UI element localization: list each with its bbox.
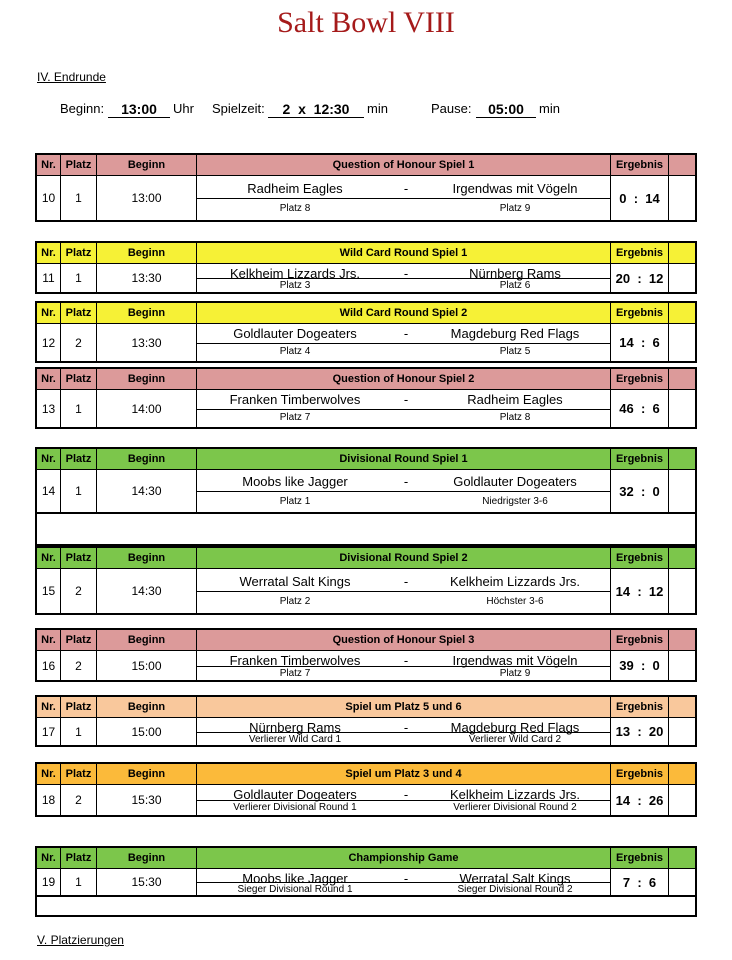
game-row [37, 651, 695, 680]
away-team: Kelkheim Lizzards Jrs. [449, 787, 581, 802]
game-beginn: 14:30 [97, 470, 197, 512]
game-header-row [37, 848, 695, 869]
game-result: 46 : 6 [611, 390, 669, 427]
game-nr: 18 [37, 785, 61, 815]
game-name: Question of Honour Spiel 2 [197, 369, 611, 389]
vs-dash: - [403, 653, 409, 668]
game-platz: 1 [61, 869, 97, 895]
game-nr: 19 [37, 869, 61, 895]
spacer-row [35, 895, 697, 917]
pause-label: Pause: [431, 101, 472, 116]
row-end [669, 569, 695, 613]
start-label: Beginn: [60, 101, 105, 116]
home-seed: Platz 4 [279, 346, 311, 357]
score-home: 14 [615, 792, 631, 808]
score-away: 20 [648, 724, 664, 739]
game-beginn: 15:00 [97, 718, 197, 745]
game-block [35, 546, 697, 615]
game-beginn: 14:30 [97, 569, 197, 613]
game-header-row [37, 449, 695, 470]
row-end [669, 324, 695, 361]
away-team: Magdeburg Red Flags [450, 720, 580, 735]
home-team: Goldlauter Dogeaters [233, 787, 357, 802]
away-team: Werratal Salt Kings [459, 871, 571, 886]
matchup [197, 176, 611, 220]
game-beginn: 14:00 [97, 390, 197, 427]
away-seed: Höchster 3-6 [486, 596, 544, 607]
game-header-row [37, 548, 695, 569]
away-team: Irgendwas mit Vögeln [452, 181, 578, 196]
score-home: 39 [619, 658, 634, 673]
game-block [35, 628, 697, 682]
game-name: Spiel um Platz 3 und 4 [197, 764, 611, 784]
vs-dash: - [403, 720, 409, 735]
home-seed: Platz 2 [279, 596, 311, 607]
game-platz: 1 [61, 718, 97, 745]
away-seed: Verlierer Divisional Round 2 [453, 802, 577, 813]
home-team: Werratal Salt Kings [239, 574, 351, 589]
header-nr: Nr. [37, 243, 61, 263]
header-platz: Platz [61, 630, 97, 650]
pause-value: 05:00 [476, 101, 536, 118]
score-away: 0 [652, 658, 660, 673]
header-platz: Platz [61, 155, 97, 175]
home-team: Goldlauter Dogeaters [233, 326, 357, 341]
score-away: 14 [645, 190, 660, 206]
away-team: Radheim Eagles [467, 392, 563, 407]
home-team: Franken Timberwolves [229, 392, 361, 407]
header-nr: Nr. [37, 764, 61, 784]
away-seed: Verlierer Wild Card 2 [468, 734, 562, 745]
matchup [197, 569, 611, 613]
header-nr: Nr. [37, 548, 61, 568]
game-name: Divisional Round Spiel 2 [197, 548, 611, 568]
vs-dash: - [403, 787, 409, 802]
home-team: Kelkheim Lizzards Jrs. [229, 266, 361, 281]
game-block [35, 846, 697, 897]
header-beginn: Beginn [97, 764, 197, 784]
game-name: Wild Card Round Spiel 1 [197, 243, 611, 263]
page-title: Salt Bowl VIII [277, 6, 455, 39]
game-header-row [37, 243, 695, 264]
game-header-row [37, 764, 695, 785]
divider [197, 732, 610, 733]
game-nr: 14 [37, 470, 61, 512]
vs-dash: - [403, 266, 409, 281]
header-platz: Platz [61, 243, 97, 263]
game-row [37, 569, 695, 613]
header-nr: Nr. [37, 449, 61, 469]
game-beginn: 13:00 [97, 176, 197, 220]
score-home: 7 [622, 874, 631, 890]
vs-dash: - [403, 326, 409, 341]
header-nr: Nr. [37, 697, 61, 717]
away-seed: Sieger Divisional Round 2 [457, 884, 573, 895]
header-beginn: Beginn [97, 303, 197, 323]
matchup [197, 869, 611, 895]
game-block [35, 301, 697, 363]
score-home: 14 [615, 583, 631, 599]
header-end [669, 243, 695, 263]
game-name: Spiel um Platz 5 und 6 [197, 697, 611, 717]
score-home: 0 [619, 190, 627, 206]
divider [197, 343, 610, 344]
game-nr: 12 [37, 324, 61, 361]
divider [197, 278, 610, 279]
game-nr: 13 [37, 390, 61, 427]
score-home: 13 [615, 724, 631, 739]
game-platz: 2 [61, 651, 97, 680]
game-block [35, 153, 697, 222]
score-away: 12 [648, 583, 664, 599]
game-row [37, 718, 695, 745]
game-result: 14 : 12 [611, 569, 669, 613]
score-home: 32 [619, 483, 634, 499]
game-platz: 1 [61, 176, 97, 220]
game-result: 14 : 26 [611, 785, 669, 815]
game-result: 14 : 6 [611, 324, 669, 361]
header-beginn: Beginn [97, 697, 197, 717]
game-result: 39 : 0 [611, 651, 669, 680]
game-platz: 1 [61, 390, 97, 427]
header-end [669, 155, 695, 175]
game-name: Championship Game [197, 848, 611, 868]
game-block [35, 762, 697, 817]
header-beginn: Beginn [97, 155, 197, 175]
game-header-row [37, 697, 695, 718]
home-team: Moobs like Jagger [242, 871, 348, 886]
header-ergebnis: Ergebnis [611, 449, 669, 469]
game-block [35, 695, 697, 747]
home-seed: Platz 7 [279, 668, 311, 679]
header-nr: Nr. [37, 155, 61, 175]
row-end [669, 718, 695, 745]
game-nr: 16 [37, 651, 61, 680]
game-result: 13 : 20 [611, 718, 669, 745]
header-ergebnis: Ergebnis [611, 303, 669, 323]
game-block [35, 447, 697, 514]
header-end [669, 303, 695, 323]
game-nr: 11 [37, 264, 61, 292]
section-heading-endrunde: IV. Endrunde [37, 70, 106, 84]
home-seed: Sieger Divisional Round 1 [237, 884, 353, 895]
game-block [35, 367, 697, 429]
header-beginn: Beginn [97, 630, 197, 650]
game-nr: 10 [37, 176, 61, 220]
game-header-row [37, 369, 695, 390]
game-header-row [37, 630, 695, 651]
spacer-row [35, 512, 697, 546]
home-seed: Platz 7 [279, 412, 311, 423]
away-seed: Platz 8 [499, 412, 531, 423]
divider [197, 800, 610, 801]
game-beginn: 13:30 [97, 264, 197, 292]
score-home: 46 [619, 401, 634, 416]
game-result: 20 : 12 [611, 264, 669, 292]
row-end [669, 785, 695, 815]
header-end [669, 548, 695, 568]
game-beginn: 15:30 [97, 785, 197, 815]
game-header-row [37, 155, 695, 176]
vs-dash: - [403, 181, 409, 196]
game-nr: 15 [37, 569, 61, 613]
header-beginn: Beginn [97, 449, 197, 469]
divider [197, 491, 610, 492]
away-team: Goldlauter Dogeaters [453, 474, 577, 489]
header-nr: Nr. [37, 369, 61, 389]
home-seed: Verlierer Divisional Round 1 [233, 802, 357, 813]
header-ergebnis: Ergebnis [611, 155, 669, 175]
header-ergebnis: Ergebnis [611, 630, 669, 650]
divider [197, 666, 610, 667]
matchup [197, 324, 611, 361]
matchup [197, 718, 611, 745]
home-seed: Platz 1 [279, 496, 311, 507]
game-row [37, 264, 695, 292]
start-unit: Uhr [173, 101, 194, 116]
header-nr: Nr. [37, 630, 61, 650]
header-end [669, 764, 695, 784]
header-beginn: Beginn [97, 369, 197, 389]
home-team: Franken Timberwolves [229, 653, 361, 668]
game-result: 32 : 0 [611, 470, 669, 512]
header-ergebnis: Ergebnis [611, 764, 669, 784]
header-platz: Platz [61, 548, 97, 568]
row-end [669, 869, 695, 895]
game-beginn: 15:00 [97, 651, 197, 680]
away-seed: Platz 9 [499, 668, 531, 679]
game-platz: 1 [61, 264, 97, 292]
vs-dash: - [403, 474, 409, 489]
divider [197, 409, 610, 410]
matchup [197, 390, 611, 427]
game-beginn: 13:30 [97, 324, 197, 361]
playtime-label: Spielzeit: [212, 101, 265, 116]
row-end [669, 470, 695, 512]
header-platz: Platz [61, 764, 97, 784]
header-beginn: Beginn [97, 548, 197, 568]
divider [197, 591, 610, 592]
matchup [197, 651, 611, 680]
away-team: Magdeburg Red Flags [450, 326, 580, 341]
header-nr: Nr. [37, 848, 61, 868]
header-nr: Nr. [37, 303, 61, 323]
game-row [37, 324, 695, 361]
pause-unit: min [539, 101, 560, 116]
playtime-unit: min [367, 101, 388, 116]
section-heading-platzierungen: V. Platzierungen [37, 933, 124, 947]
away-seed: Platz 9 [499, 203, 531, 214]
vs-dash: - [403, 574, 409, 589]
game-platz: 2 [61, 785, 97, 815]
header-platz: Platz [61, 697, 97, 717]
home-team: Moobs like Jagger [242, 474, 348, 489]
home-team: Radheim Eagles [247, 181, 343, 196]
away-team: Irgendwas mit Vögeln [452, 653, 578, 668]
header-ergebnis: Ergebnis [611, 548, 669, 568]
game-row [37, 470, 695, 512]
game-header-row [37, 303, 695, 324]
row-end [669, 651, 695, 680]
home-seed: Platz 8 [279, 203, 311, 214]
header-ergebnis: Ergebnis [611, 697, 669, 717]
score-away: 6 [652, 335, 660, 350]
game-name: Divisional Round Spiel 1 [197, 449, 611, 469]
score-away: 26 [648, 792, 664, 808]
score-away: 12 [648, 270, 664, 286]
game-row [37, 785, 695, 815]
vs-dash: - [403, 871, 409, 886]
header-beginn: Beginn [97, 848, 197, 868]
header-platz: Platz [61, 449, 97, 469]
home-seed: Platz 3 [279, 280, 311, 291]
home-team: Nürnberg Rams [249, 720, 341, 735]
vs-dash: - [403, 392, 409, 407]
game-beginn: 15:30 [97, 869, 197, 895]
away-seed: Niedrigster 3-6 [482, 496, 548, 507]
header-ergebnis: Ergebnis [611, 848, 669, 868]
score-home: 14 [619, 335, 634, 350]
game-name: Wild Card Round Spiel 2 [197, 303, 611, 323]
divider [197, 198, 610, 199]
game-name: Question of Honour Spiel 1 [197, 155, 611, 175]
away-seed: Platz 5 [499, 346, 531, 357]
score-away: 0 [652, 483, 660, 499]
header-ergebnis: Ergebnis [611, 369, 669, 389]
matchup [197, 264, 611, 292]
header-beginn: Beginn [97, 243, 197, 263]
game-block [35, 241, 697, 294]
matchup [197, 785, 611, 815]
game-platz: 1 [61, 470, 97, 512]
game-name: Question of Honour Spiel 3 [197, 630, 611, 650]
game-result: 0 : 14 [611, 176, 669, 220]
divider [197, 882, 610, 883]
header-platz: Platz [61, 848, 97, 868]
matchup [197, 470, 611, 512]
row-end [669, 264, 695, 292]
game-platz: 2 [61, 324, 97, 361]
score-home: 20 [615, 270, 631, 286]
score-away: 6 [648, 874, 657, 890]
header-end [669, 369, 695, 389]
start-value: 13:00 [108, 101, 170, 118]
score-away: 6 [652, 401, 660, 416]
playtime-value: 2 x 12:30 [268, 101, 364, 118]
row-end [669, 176, 695, 220]
header-ergebnis: Ergebnis [611, 243, 669, 263]
home-seed: Verlierer Wild Card 1 [248, 734, 342, 745]
row-end [669, 390, 695, 427]
header-end [669, 848, 695, 868]
header-platz: Platz [61, 369, 97, 389]
header-end [669, 630, 695, 650]
game-nr: 17 [37, 718, 61, 745]
away-team: Kelkheim Lizzards Jrs. [449, 574, 581, 589]
away-seed: Platz 6 [499, 280, 531, 291]
header-end [669, 697, 695, 717]
game-platz: 2 [61, 569, 97, 613]
game-row [37, 390, 695, 427]
game-row [37, 176, 695, 220]
header-end [669, 449, 695, 469]
header-platz: Platz [61, 303, 97, 323]
game-row [37, 869, 695, 895]
game-result: 7 : 6 [611, 869, 669, 895]
away-team: Nürnberg Rams [469, 266, 561, 281]
